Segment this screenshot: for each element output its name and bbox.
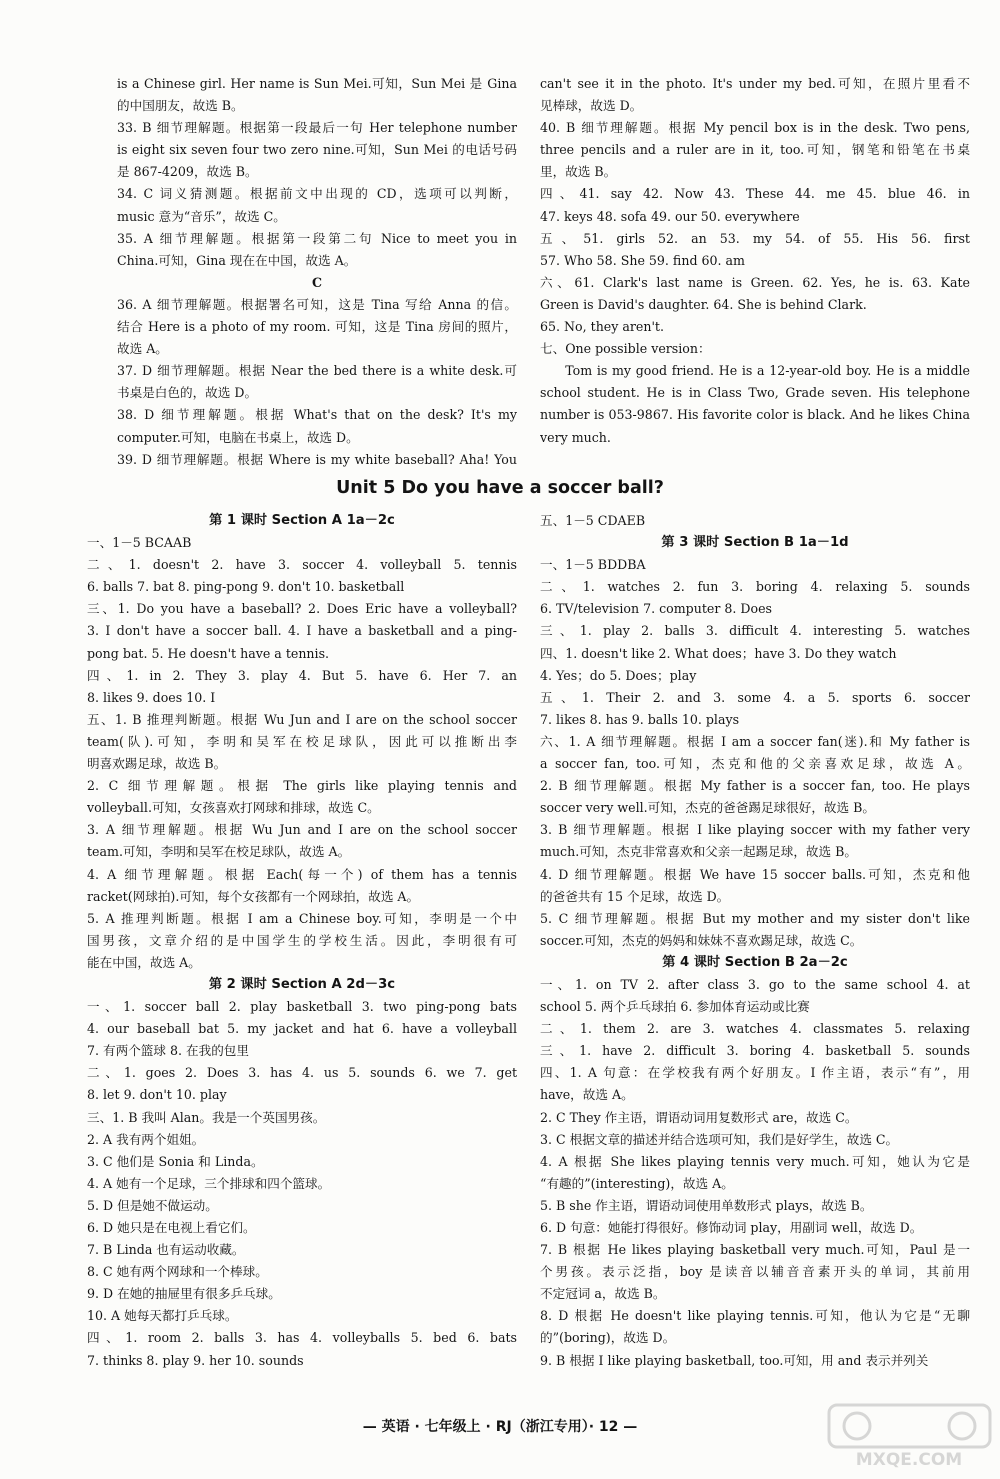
answer-line: 7. likes 8. has 9. balls 10. plays <box>540 711 740 727</box>
answer-line: 的”(boring)，故选 D。 <box>540 1330 676 1346</box>
answer-line: 2. C 细节理解题。根据 The girls like playing tennis and <box>87 778 517 794</box>
answer-line: 一、1－5 BCAAB <box>87 535 192 551</box>
answer-line: 35. A 细节理解题。根据第一段第二句 Nice to meet you in <box>117 230 517 246</box>
answer-line: 5. A 推理判断题。根据 I am a Chinese boy.可知，李明是一个中 <box>87 910 517 926</box>
answer-line: 2. A 我有两个姐姐。 <box>87 1131 205 1147</box>
answer-line: 五、1. Their 2. and 3. some 4. a 5. sports 6. soccer <box>540 689 970 705</box>
answer-line: 33. B 细节理解题。根据第一段最后一句 Her telephone number <box>117 120 517 136</box>
answer-line: 个男孩。表示泛指，boy 是读音以辅音音素开头的单词，其前用 <box>540 1264 970 1280</box>
answer-line: 3. C 他们是 Sonia 和 Linda。 <box>87 1153 264 1169</box>
answer-line: 6. TV/television 7. computer 8. Does <box>540 601 773 617</box>
answer-line: 8. D 根据 He doesn't like playing tennis.可知，他认为它是“无聊 <box>540 1308 970 1324</box>
lesson-heading: 第 1 课时 Section A 1a－2c <box>209 513 395 528</box>
answer-line: 里，故选 B。 <box>540 164 617 180</box>
answer-line: 二、1. doesn't 2. have 3. soccer 4. volleyball 5. tennis <box>87 557 517 573</box>
answer-line: 6. balls 7. bat 8. ping-pong 9. don't 10. basketball <box>87 579 405 595</box>
answer-line: 五、51. girls 52. an 53. my 54. of 55. His 56. first <box>540 230 970 246</box>
answer-line: 2. B 细节理解题。根据 My father is a soccer fan, too. He plays <box>540 778 970 794</box>
answer-line: have，故选 A。 <box>540 1087 634 1103</box>
answer-line: 6. D 她只是在电视上看它们。 <box>87 1220 256 1235</box>
answer-line: 4. Yes；do 5. Does；play <box>540 667 697 683</box>
answer-line: 二、1. them 2. are 3. watches 4. classmates 5. relaxing <box>540 1021 970 1037</box>
answer-line: 是 867-4209，故选 B。 <box>117 164 258 180</box>
answer-line: 4. our baseball bat 5. my jacket and hat 6. have a volleyball <box>87 1021 517 1037</box>
answer-line: 国男孩，文章介绍的是中国学生的学校生活。因此，李明很有可 <box>87 932 517 948</box>
lesson-heading: 第 4 课时 Section B 2a－2c <box>662 954 848 970</box>
answer-line: 结合 Here is a photo of my room. 可知，这是 Tina 房间的照片， <box>117 319 517 335</box>
answer-line: 5. C 细节理解题。根据 But my mother and my sister don't like <box>540 910 970 926</box>
answer-line: 65. No, they aren't. <box>540 319 665 335</box>
answer-line: 一、1－5 BDDBA <box>540 557 646 573</box>
lesson-heading: 第 3 课时 Section B 1a－1d <box>661 535 849 551</box>
answer-line: 36. A 细节理解题。根据署名可知，这是 Tina 写给 Anna 的信。 <box>117 296 517 312</box>
answer-line: music 意为“音乐”，故选 C。 <box>117 208 286 224</box>
answer-line: 9. B 根据 I like playing basketball, too.可知，用 and 表示并列关 <box>540 1352 929 1368</box>
answer-line: 5. D 但是她不做运动。 <box>87 1197 218 1213</box>
answer-line: 8. C 她有两个网球和一个棒球。 <box>87 1264 268 1280</box>
answer-line: 4. A 她有一个足球，三个排球和四个篮球。 <box>87 1175 331 1191</box>
answer-line: 故选 A。 <box>117 341 168 357</box>
answer-line: 能在中国，故选 A。 <box>87 954 201 970</box>
answer-line: 7. B Linda 也有运动收藏。 <box>87 1242 245 1258</box>
answer-line: 七、One possible version： <box>540 341 711 357</box>
answer-line: 一、1. on TV 2. after class 3. go to the same school 4. at <box>540 976 970 992</box>
answer-line: 六、61. Clark's last name is Green. 62. Yes, he is. 63. Kate <box>540 274 970 290</box>
answer-line: 一、1. soccer ball 2. play basketball 3. two ping-pong bats <box>87 999 517 1015</box>
answer-line: 四、41. say 42. Now 43. These 44. me 45. blue 46. in <box>540 186 970 202</box>
answer-line: school 5. 两个乒乓球拍 6. 参加体育运动或比赛 <box>540 999 810 1015</box>
answer-line: pong bat. 5. He doesn't have a tennis. <box>87 645 330 661</box>
answer-line: 4. A 根据 She likes playing tennis very much.可知，她认为它是 <box>540 1153 970 1169</box>
answer-line: C <box>311 274 323 290</box>
answer-line: very much. <box>540 429 611 445</box>
bottom-right-column <box>540 510 970 1372</box>
answer-line: 10. A 她每天都打乒乓球。 <box>87 1308 238 1324</box>
answer-line: 的爸爸共有 15 个足球，故选 D。 <box>540 888 730 904</box>
answer-line: a soccer fan, too.可知，杰克和他的父亲喜欢足球，故选 A。 <box>540 756 970 772</box>
answer-line: “有趣的”(interesting)，故选 A。 <box>540 1175 734 1191</box>
page-footer: — 英语 · 七年级上 · RJ（浙江专用）· 12 — <box>362 1419 638 1435</box>
answer-line: 五、1－5 CDAEB <box>540 513 646 528</box>
answer-line: 8. likes 9. does 10. I <box>87 689 216 705</box>
answer-line: soccer very well.可知，杰克的爸爸踢足球很好，故选 B。 <box>540 800 875 816</box>
answer-line: 3. C 根据文章的描述并结合选项可知，我们是好学生，故选 C。 <box>540 1131 899 1147</box>
answer-line: school student. He is in Class Two, Grade seven. His telephone <box>540 385 970 401</box>
answer-line: three pencils and a ruler are in it, too.可知，钢笔和铅笔在书桌 <box>540 142 970 158</box>
answer-line: team(队).可知，李明和吴军在校足球队，因此可以推断出李 <box>87 733 517 749</box>
answer-line: 的中国朋友，故选 B。 <box>117 98 244 114</box>
answer-line: 四、1. in 2. They 3. play 4. But 5. have 6. Her 7. an <box>87 667 517 683</box>
answer-line: 二、1. goes 2. Does 3. has 4. us 5. sounds 6. we 7. get <box>87 1065 517 1081</box>
answer-line: much.可知，杰克非常喜欢和父亲一起踢足球，故选 B。 <box>540 844 857 860</box>
answer-line: 47. keys 48. sofa 49. our 50. everywhere <box>540 208 800 224</box>
answer-line: 四、1. A 句意：在学校我有两个好朋友。I 作主语，表示“有”，用 <box>540 1065 970 1081</box>
lesson-heading: 第 2 课时 Section A 2d－3c <box>208 976 396 992</box>
answer-line: computer.可知，电脑在书桌上，故选 D。 <box>117 429 359 445</box>
answer-line: China.可知，Gina 现在在中国，故选 A。 <box>117 252 357 268</box>
answer-line: 9. D 在她的抽屉里有很多乒乓球。 <box>87 1286 281 1302</box>
top-left-column <box>117 73 517 471</box>
answer-line: 6. D 句意：她能打得很好。修饰动词 play，用副词 well，故选 D。 <box>540 1220 923 1235</box>
answer-line: 7. 有两个篮球 8. 在我的包里 <box>87 1043 249 1059</box>
answer-line: 四、1. doesn't like 2. What does；have 3. Do they watch <box>540 645 897 661</box>
answer-line: 3. I don't have a soccer ball. 4. I have a basketball and a ping- <box>87 623 517 639</box>
answer-line: 明喜欢踢足球，故选 B。 <box>87 756 227 772</box>
answer-line: 书桌是白色的，故选 D。 <box>117 385 258 401</box>
bottom-left-column <box>87 510 517 1372</box>
answer-line: 4. A 细节理解题。根据 Each(每一个) of them has a tennis <box>87 866 517 882</box>
watermark-logo <box>827 1403 992 1471</box>
answer-line: can't see it in the photo. It's under my bed.可知，在照片里看不 <box>540 76 970 91</box>
answer-line: 8. let 9. don't 10. play <box>87 1087 227 1103</box>
answer-line: 5. B she 作主语，谓语动词使用单数形式 plays，故选 B。 <box>540 1197 873 1213</box>
answer-line: 38. D 细节理解题。根据 What's that on the desk? It's my <box>117 407 517 423</box>
answer-line: 39. D 细节理解题。根据 Where is my white baseball? Aha! You <box>117 451 517 467</box>
answer-line: 7. B 根据 He likes playing basketball very much.可知，Paul 是一 <box>540 1242 970 1258</box>
answer-line: 2. C They 作主语，谓语动词用复数形式 are，故选 C。 <box>540 1109 858 1125</box>
answer-line: volleyball.可知，女孩喜欢打网球和排球，故选 C。 <box>87 800 380 816</box>
answer-line: number is 053-9867. His favorite color is black. And he likes China <box>540 407 970 423</box>
answer-line: 40. B 细节理解题。根据 My pencil box is in the desk. Two pens, <box>540 120 970 136</box>
answer-line: 三、1. Do you have a baseball? 2. Does Eric have a volleyball? <box>87 601 517 617</box>
answer-line: 三、1. have 2. difficult 3. boring 4. basketball 5. sounds <box>540 1043 970 1059</box>
answer-line: 3. A 细节理解题。根据 Wu Jun and I are on the school soccer <box>87 822 517 838</box>
answer-line: Tom is my good friend. He is a 12-year-old boy. He is a middle <box>565 363 970 379</box>
answer-line: 五、1. B 推理判断题。根据 Wu Jun and I are on the school soccer <box>87 711 517 727</box>
answer-line: 4. D 细节理解题。根据 We have 15 soccer balls.可知，杰克和他 <box>540 866 970 882</box>
unit-title: Unit 5 Do you have a soccer ball? <box>336 478 664 498</box>
answer-line: 57. Who 58. She 59. find 60. am <box>540 252 745 268</box>
answer-line: is eight six seven four two zero nine.可知，Sun Mei 的电话号码 <box>117 142 517 158</box>
answer-line: soccer.可知，杰克的妈妈和妹妹不喜欢踢足球，故选 C。 <box>540 932 863 948</box>
answer-line: 37. D 细节理解题。根据 Near the bed there is a white desk.可 <box>117 363 517 379</box>
answer-line: is a Chinese girl. Her name is Sun Mei.可知，Sun Mei 是 Gina <box>117 76 517 91</box>
answer-line: Green is David's daughter. 64. She is behind Clark. <box>540 296 867 312</box>
answer-line: 四、1. room 2. balls 3. has 4. volleyballs 5. bed 6. bats <box>87 1330 517 1346</box>
answer-line: 三、1. B 我叫 Alan。我是一个英国男孩。 <box>87 1109 326 1125</box>
answer-line: 三、1. play 2. balls 3. difficult 4. interesting 5. watches <box>540 623 970 639</box>
answer-line: 7. thinks 8. play 9. her 10. sounds <box>87 1352 304 1368</box>
top-right-column <box>540 73 970 449</box>
answer-line: racket(网球拍).可知，每个女孩都有一个网球拍，故选 A。 <box>87 888 420 904</box>
answer-line: 3. B 细节理解题。根据 I like playing soccer with my father very <box>540 822 970 838</box>
answer-line: 二、1. watches 2. fun 3. boring 4. relaxing 5. sounds <box>540 579 970 595</box>
answer-line: team.可知，李明和吴军在校足球队，故选 A。 <box>87 844 351 860</box>
answer-line: 不定冠词 a，故选 B。 <box>540 1286 666 1302</box>
watermark-text: MXQE.COM <box>855 1450 963 1470</box>
answer-line: 见棒球，故选 D。 <box>540 98 643 114</box>
answer-line: 六、1. A 细节理解题。根据 I am a soccer fan(迷).和 My father is <box>540 733 970 749</box>
answer-line: 34. C 词义猜测题。根据前文中出现的 CD，选项可以判断， <box>117 186 517 202</box>
